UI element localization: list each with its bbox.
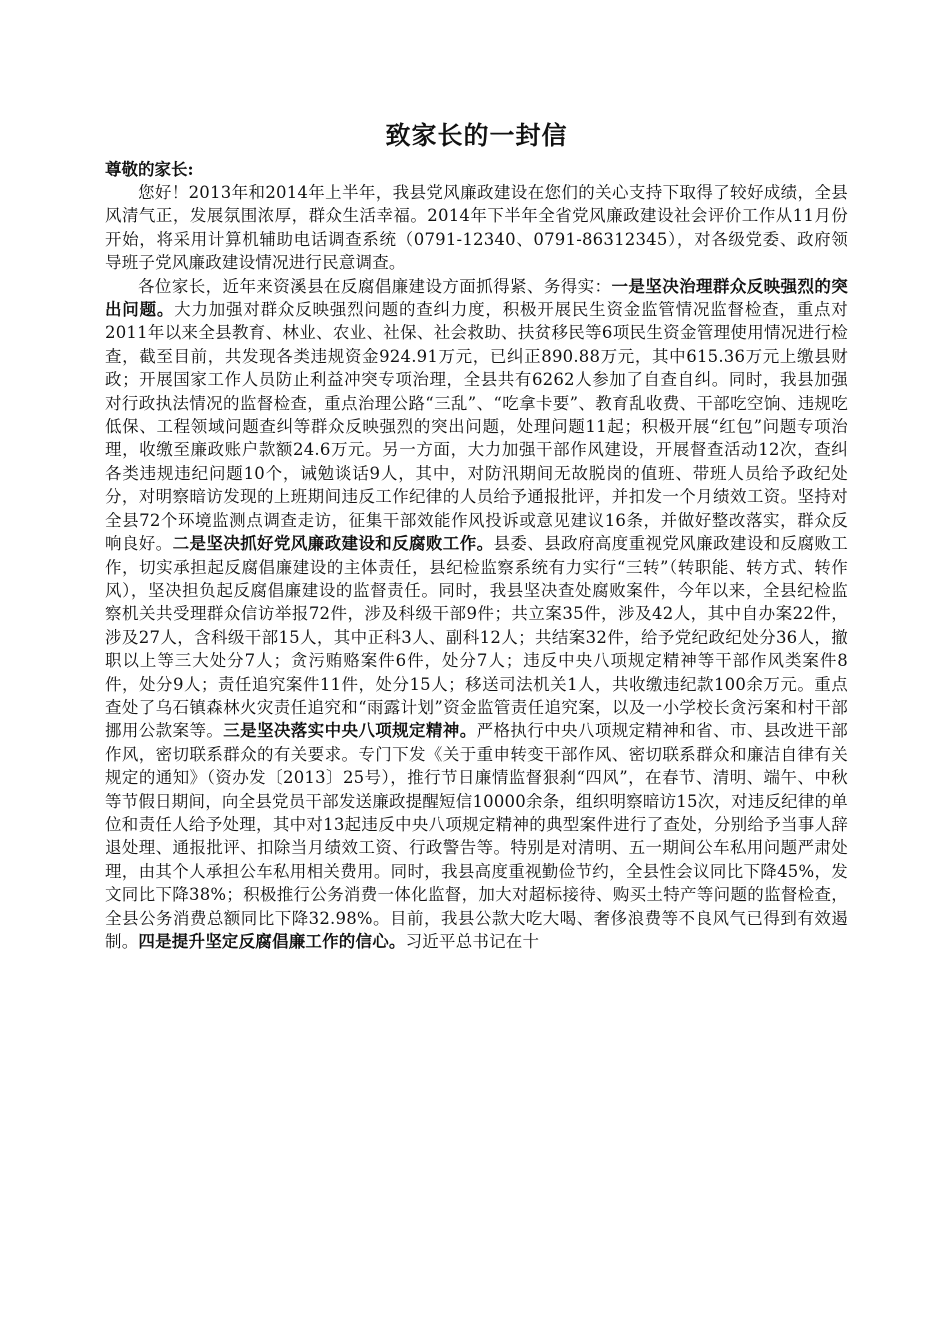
section-text-4: 习近平总书记在十 [405, 932, 540, 951]
document-title: 致家长的一封信 [385, 121, 568, 150]
section-text-3: 严格执行中央八项规定精神和省、市、县改进干部作风，密切联系群众的有关要求。专门下发《关于重申转变干部作风、密切联系群众和廉洁自律有关规定的通知》（资办发〔2013〕25号），推行节日廉情监督狠刹“四风”，在春节、清明、端午、中秋等节假日期间，向全县党员干部发送廉政提醒短信10000余条，组织明察暗访15次，对违反纪律的单位和责任人给予处理，其中对13起违反中央八项规定精神的典型案件进行了查处，分别给予当事人辞退处理、通报批评、扣除当月绩效工资、行政警告等。特别是对清明、五一期间公车私用问题严肃处理，由其个人承担公车私用相关费用。同时，我县高度重视勤俭节约，全县性会议同比下降45%，发文同比下降38%；积极推行公务消费一体化监督，加大对超标接待、购买土特产等问题的监督检查，全县公务消费总额同比下降32.98%。目前，我县公款大吃大喝、奢侈浪费等不良风气已得到有效遏制。 [105, 721, 848, 951]
paragraph-achievements [105, 275, 848, 954]
paragraph-greeting: 您好！2013年和2014年上半年，我县党风廉政建设在您们的关心支持下取得了较好成绩，全县风清气正，发展氛围浓厚，群众生活幸福。2014年下半年全省党风廉政建设社会评价工作从11月份开始，将采用计算机辅助电话调查系统（0791-12340、0791-86312345），对各级党委、政府领导班子党风廉政建设情况进行民意调查。 [105, 183, 848, 273]
section-heading-2: 二是坚决抓好党风廉政建设和反腐败工作。 [172, 534, 494, 554]
section-text-1: 大力加强对群众反映强烈问题的查纠力度，积极开展民生资金监管情况监督检查，重点对2011年以来全县教育、林业、农业、社保、社会救助、扶贫移民等6项民生资金管理使用情况进行检查，截至目前，共发现各类违规资金924.91万元，已纠正890.88万元，其中615.36万元上缴县财政；开展国家工作人员防止利益冲突专项治理，全县共有6262人参加了自查自纠。同时，我县加强对行政执法情况的监督检查，重点治理公路“三乱”、“吃拿卡要”、教育乱收费、干部吃空饷、违规吃低保、工程领域问题查纠等群众反映强烈的突出问题，处理问题11起；积极开展“红包”问题专项治理，收缴至廉政账户款额24.6万元。另一方面，大力加强干部作风建设，开展督查活动12次，查纠各类违规违纪问题10个，诫勉谈话9人，其中，对防汛期间无故脱岗的值班、带班人员给予政纪处分，对明察暗访发现的上班期间违反工作纪律的人员给予通报批评，并扣发一个月绩效工资。坚持对全县72个环境监测点调查走访，征集干部效能作风投诉或意见建议16条，并做好整改落实，群众反响良好。 [105, 300, 848, 554]
paragraph-intro: 各位家长，近年来资溪县在反腐倡廉建设方面抓得紧、务得实： [138, 276, 612, 296]
section-text-2: 县委、县政府高度重视党风廉政建设和反腐败工作，切实承担起反腐倡廉建设的主体责任，县纪检监察系统有力实行“三转”（转职能、转方式、转作风），坚决担负起反腐倡廉建设的监督责任。同时，我县坚决查处腐败案件，今年以来，全县纪检监察机关共受理群众信访举报72件，涉及科级干部9件；共立案35件，涉及42人，其中自办案22件，涉及27人，含科级干部15人，其中正科3人、副科12人；共结案32件，给予党纪政纪处分36人，撤职以上等三大处分7人；贪污贿赂案件6件，处分7人；违反中央八项规定精神等干部作风类案件8件，处分9人；责任追究案件11件，处分15人；移送司法机关1人，共收缴违纪款100余万元。重点查处了乌石镇森林火灾责任追究和“雨露计划”资金监管责任追究案，以及一小学校长贪污案和村干部挪用公款案等。 [105, 534, 848, 741]
section-heading-3: 三是坚决落实中央八项规定精神。 [223, 721, 477, 741]
letter-page [105, 118, 848, 953]
section-heading-4: 四是提升坚定反腐倡廉工作的信心。 [138, 932, 406, 951]
section-heading-1: 一是坚决治理群众反映强烈的突出问题。 [105, 276, 848, 320]
salutation: 尊敬的家长: [105, 160, 194, 179]
